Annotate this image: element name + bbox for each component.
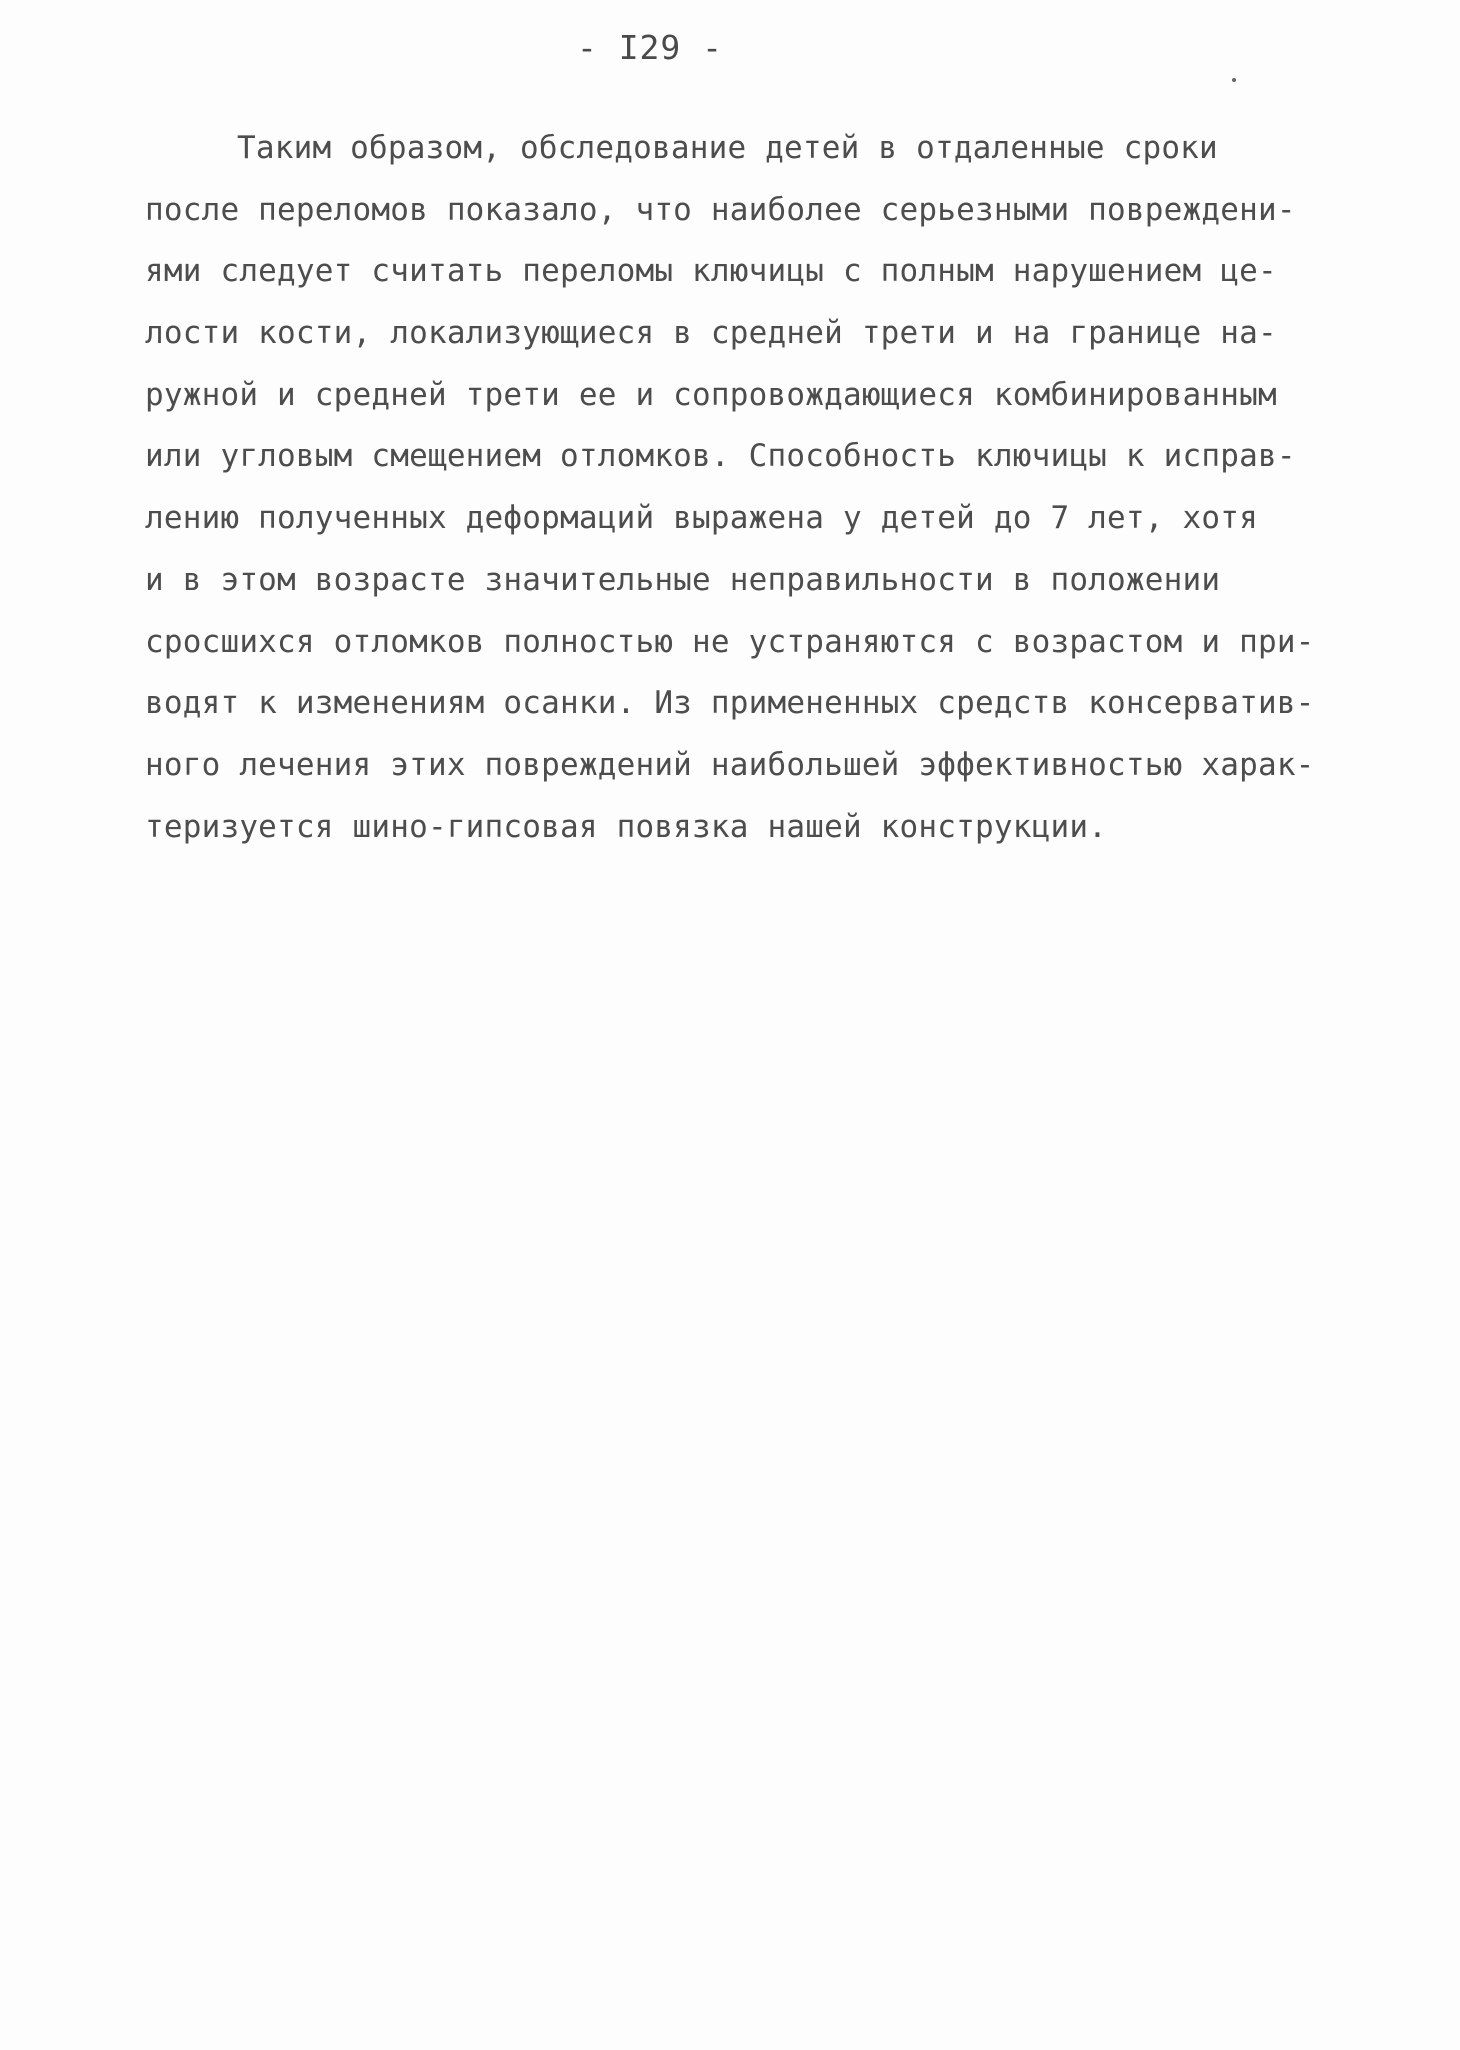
paragraph-line: лости кости, локализующиеся в средней трети и на границе на-: [145, 315, 1277, 352]
paragraph-line: и в этом возрасте значительные неправильности в положении: [145, 561, 1221, 598]
paragraph-line: лению полученных деформаций выражена у детей до 7 лет, хотя: [145, 500, 1258, 537]
paragraph-line: ружной и средней трети ее и сопровождающиеся комбинированным: [145, 376, 1277, 413]
paragraph-line: Таким образом, обследование детей в отдаленные сроки: [237, 130, 1218, 166]
paragraph-line: ного лечения этих повреждений наибольшей эффективностью харак-: [145, 746, 1315, 783]
paragraph-line: или угловым смещением отломков. Способность ключицы к исправ-: [145, 438, 1296, 475]
page-number: - I29 -: [576, 28, 724, 67]
paragraph-line: после переломов показало, что наиболее серьезными повреждени-: [145, 191, 1296, 228]
paragraph-line: сросшихся отломков полностью не устраняются с возрастом и при-: [145, 623, 1315, 660]
paragraph-line: водят к изменениям осанки. Из примененных средств консерватив-: [145, 685, 1315, 722]
paragraph-line: теризуется шино-гипсовая повязка нашей конструкции.: [145, 808, 1108, 845]
paragraph-line: ями следует считать переломы ключицы с полным нарушением це-: [145, 253, 1277, 290]
paragraph: [145, 118, 1345, 858]
scan-speck: [1232, 78, 1236, 82]
